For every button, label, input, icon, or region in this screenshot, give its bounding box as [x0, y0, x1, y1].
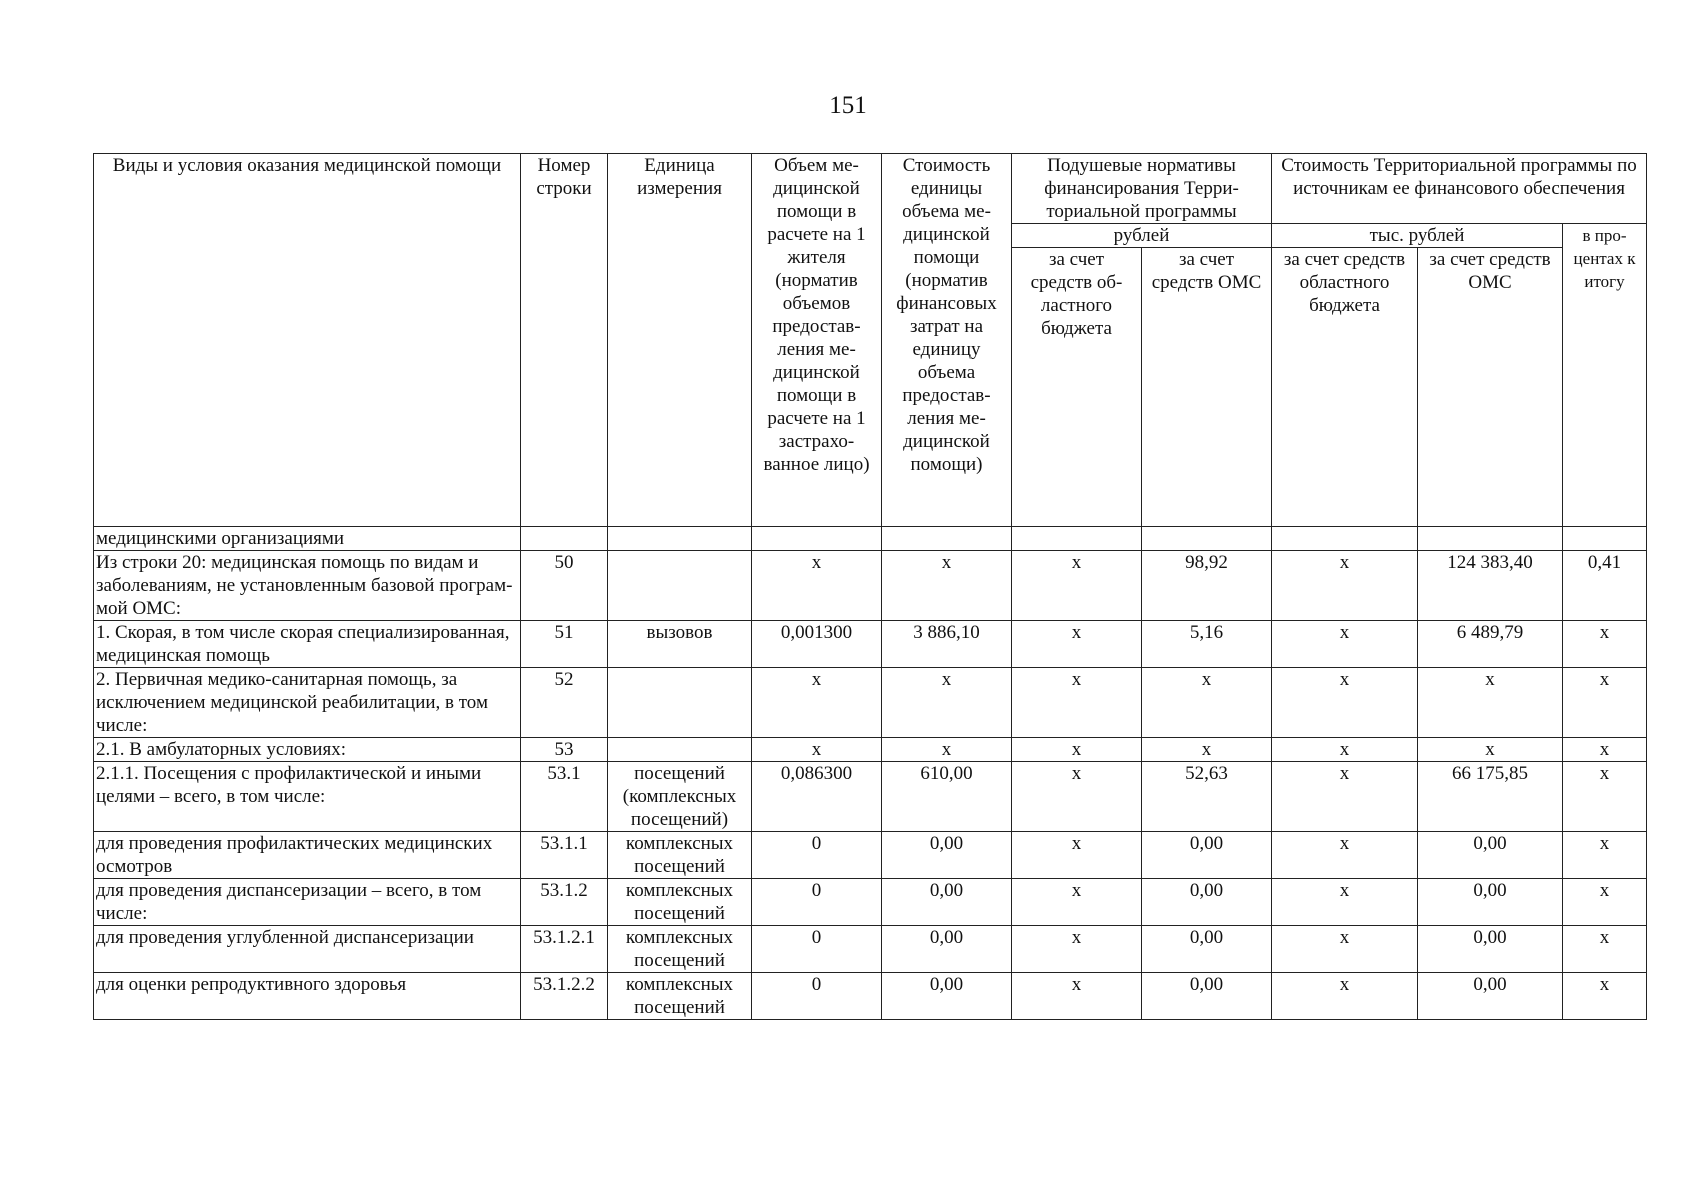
row-percent: х: [1563, 973, 1647, 1020]
row-pc-oms: 98,92: [1142, 551, 1272, 621]
header-group-program-cost: Стоимость Территориальной программы по источникам ее финансового обеспечения: [1272, 154, 1647, 224]
table-row: [94, 527, 1647, 551]
table-row: [94, 926, 1647, 973]
row-tc-oms: 6 489,79: [1418, 621, 1563, 668]
row-tc-oms: 124 383,40: [1418, 551, 1563, 621]
table-body: [94, 527, 1647, 1020]
row-pc-oms: [1142, 527, 1272, 551]
row-volume: х: [752, 551, 882, 621]
row-volume: 0: [752, 926, 882, 973]
row-volume: х: [752, 668, 882, 738]
row-volume: 0: [752, 832, 882, 879]
row-pc-budget: х: [1012, 668, 1142, 738]
row-name: 1. Скорая, в том числе скорая специализированная, медицинская помощь: [94, 621, 521, 668]
row-number: 50: [521, 551, 608, 621]
row-unit: [608, 668, 752, 738]
row-tc-oms: 0,00: [1418, 973, 1563, 1020]
table-row: [94, 973, 1647, 1020]
row-number: 53.1: [521, 762, 608, 832]
row-number: 53.1.1: [521, 832, 608, 879]
row-name: для проведения профилактических медицинских осмотров: [94, 832, 521, 879]
row-percent: х: [1563, 926, 1647, 973]
row-cost: 0,00: [882, 879, 1012, 926]
table-header: [94, 154, 1647, 527]
row-tc-budget: х: [1272, 621, 1418, 668]
header-unit-thousand-rubles: тыс. рублей: [1272, 224, 1563, 248]
row-tc-budget: х: [1272, 551, 1418, 621]
row-percent: х: [1563, 832, 1647, 879]
row-pc-oms: х: [1142, 668, 1272, 738]
row-pc-budget: х: [1012, 551, 1142, 621]
row-pc-budget: х: [1012, 621, 1142, 668]
row-name: для проведения углубленной диспансеризации: [94, 926, 521, 973]
medical-care-cost-table: [93, 153, 1647, 1020]
row-cost: 3 886,10: [882, 621, 1012, 668]
header-col-name: Виды и условия оказания медицинской помощи: [94, 154, 521, 527]
row-tc-budget: х: [1272, 973, 1418, 1020]
row-volume: [752, 527, 882, 551]
row-unit: [608, 551, 752, 621]
row-pc-budget: х: [1012, 762, 1142, 832]
row-cost: [882, 527, 1012, 551]
table-row: [94, 551, 1647, 621]
row-pc-budget: х: [1012, 973, 1142, 1020]
table-row: [94, 738, 1647, 762]
row-cost: 0,00: [882, 973, 1012, 1020]
row-name: 2. Первичная медико-санитарная помощь, за исключением медицинской реабилитации, в том числе:: [94, 668, 521, 738]
header-col-volume: Объем медицинской помощи в расчете на 1 жителя (норматив объемов предоставления медицинской помощи в расчете на 1 застрахованное лицо): [752, 154, 882, 527]
row-tc-budget: х: [1272, 738, 1418, 762]
row-number: 51: [521, 621, 608, 668]
row-unit: вызовов: [608, 621, 752, 668]
table-row: [94, 879, 1647, 926]
row-percent: [1563, 527, 1647, 551]
row-number: 52: [521, 668, 608, 738]
row-percent: 0,41: [1563, 551, 1647, 621]
header-col-row-number: Номер строки: [521, 154, 608, 527]
row-tc-oms: 66 175,85: [1418, 762, 1563, 832]
row-cost: х: [882, 551, 1012, 621]
row-percent: х: [1563, 879, 1647, 926]
row-cost: 0,00: [882, 832, 1012, 879]
row-percent: х: [1563, 762, 1647, 832]
row-cost: 610,00: [882, 762, 1012, 832]
row-cost: х: [882, 668, 1012, 738]
row-pc-oms: 0,00: [1142, 832, 1272, 879]
row-name: медицинскими организациями: [94, 527, 521, 551]
row-unit: комплексных посещений: [608, 879, 752, 926]
row-volume: 0: [752, 879, 882, 926]
row-number: [521, 527, 608, 551]
row-pc-budget: х: [1012, 926, 1142, 973]
header-group-per-capita: Подушевые нормативы финансирования Территориальной программы: [1012, 154, 1272, 224]
row-volume: х: [752, 738, 882, 762]
row-cost: 0,00: [882, 926, 1012, 973]
row-pc-oms: 5,16: [1142, 621, 1272, 668]
row-tc-oms: х: [1418, 668, 1563, 738]
row-number: 53.1.2.2: [521, 973, 608, 1020]
header-sub-oms: за счет средств ОМС: [1142, 248, 1272, 527]
row-tc-budget: х: [1272, 879, 1418, 926]
row-pc-oms: х: [1142, 738, 1272, 762]
row-pc-budget: х: [1012, 879, 1142, 926]
header-sub-regional-budget-2: за счет средств областного бюджета: [1272, 248, 1418, 527]
row-pc-oms: 0,00: [1142, 879, 1272, 926]
row-pc-oms: 52,63: [1142, 762, 1272, 832]
row-unit: посещений (комплексных посещений): [608, 762, 752, 832]
row-tc-oms: 0,00: [1418, 926, 1563, 973]
page-number: 151: [829, 92, 867, 119]
row-pc-budget: х: [1012, 832, 1142, 879]
row-cost: х: [882, 738, 1012, 762]
row-unit: [608, 527, 752, 551]
row-name: 2.1. В амбулаторных условиях:: [94, 738, 521, 762]
row-number: 53.1.2.1: [521, 926, 608, 973]
row-percent: х: [1563, 668, 1647, 738]
header-sub-regional-budget: за счет средств областного бюджета: [1012, 248, 1142, 527]
row-tc-oms: 0,00: [1418, 879, 1563, 926]
table-row: [94, 668, 1647, 738]
row-name: для проведения диспансеризации – всего, в том числе:: [94, 879, 521, 926]
table-row: [94, 832, 1647, 879]
row-unit: комплексных посещений: [608, 973, 752, 1020]
row-tc-budget: [1272, 527, 1418, 551]
row-number: 53.1.2: [521, 879, 608, 926]
row-volume: 0,001300: [752, 621, 882, 668]
row-tc-budget: х: [1272, 668, 1418, 738]
row-pc-oms: 0,00: [1142, 926, 1272, 973]
header-sub-oms-2: за счет средств ОМС: [1418, 248, 1563, 527]
row-tc-oms: [1418, 527, 1563, 551]
row-volume: 0: [752, 973, 882, 1020]
row-tc-budget: х: [1272, 832, 1418, 879]
row-name: 2.1.1. Посещения с профилактической и иными целями – всего, в том числе:: [94, 762, 521, 832]
row-tc-budget: х: [1272, 926, 1418, 973]
row-tc-oms: х: [1418, 738, 1563, 762]
row-percent: х: [1563, 738, 1647, 762]
header-sub-percent: в процентах к итогу: [1563, 224, 1647, 527]
row-pc-oms: 0,00: [1142, 973, 1272, 1020]
row-unit: [608, 738, 752, 762]
header-unit-rubles: рублей: [1012, 224, 1272, 248]
row-tc-oms: 0,00: [1418, 832, 1563, 879]
row-tc-budget: х: [1272, 762, 1418, 832]
row-name: для оценки репродуктивного здоровья: [94, 973, 521, 1020]
row-pc-budget: х: [1012, 738, 1142, 762]
row-percent: х: [1563, 621, 1647, 668]
row-number: 53: [521, 738, 608, 762]
header-col-unit: Единица измерения: [608, 154, 752, 527]
row-unit: комплексных посещений: [608, 832, 752, 879]
row-unit: комплексных посещений: [608, 926, 752, 973]
table-row: [94, 762, 1647, 832]
row-name: Из строки 20: медицинская помощь по видам и заболеваниям, не установленным базовой программой ОМС:: [94, 551, 521, 621]
row-volume: 0,086300: [752, 762, 882, 832]
header-col-cost: Стоимость единицы объема медицинской помощи (норматив финансовых затрат на единицу объема предоставления медицинской помощи): [882, 154, 1012, 527]
table-row: [94, 621, 1647, 668]
row-pc-budget: [1012, 527, 1142, 551]
